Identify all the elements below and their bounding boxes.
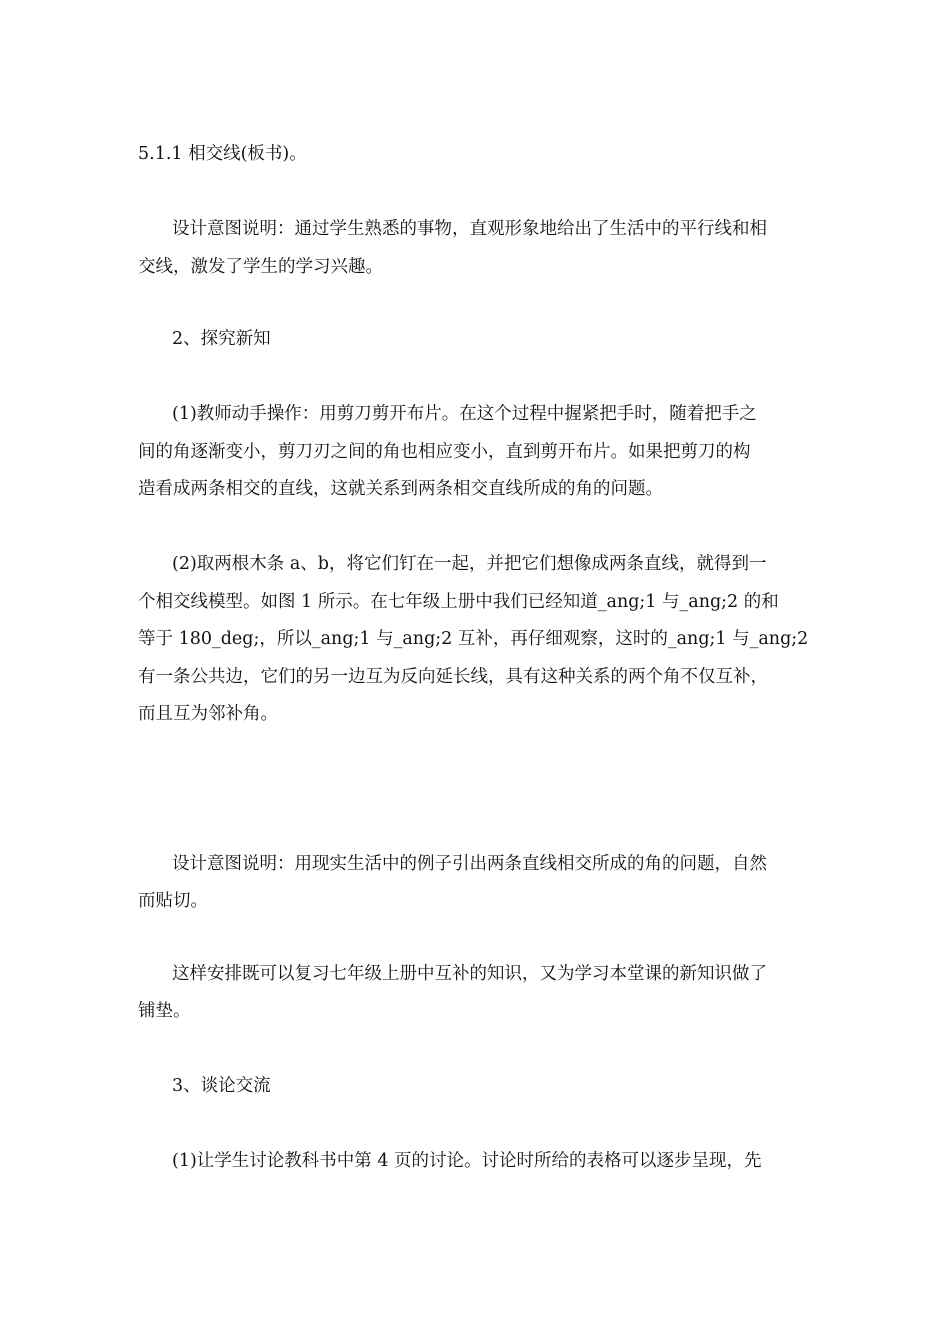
paragraph-discussion-line-1: (1)让学生讨论教科书中第 4 页的讨论。讨论时所给的表格可以逐步呈现，先 (172, 1151, 762, 1171)
paragraph-wood-strips-line-4: 有一条公共边，它们的另一边互为反向延长线，具有这种关系的两个角不仅互补， (138, 667, 768, 687)
section-heading-discussion: 3、谈论交流 (172, 1076, 271, 1096)
paragraph-wood-strips-line-2: 个相交线模型。如图 1 所示。在七年级上册中我们已经知道_ang;1 与_ang;2 的和 (138, 592, 779, 612)
paragraph-teacher-demo-line-3: 造看成两条相交的直线，这就关系到两条相交直线所成的角的问题。 (138, 479, 663, 499)
paragraph-arrangement-line-1: 这样安排既可以复习七年级上册中互补的知识，又为学习本堂课的新知识做了 (172, 964, 767, 984)
paragraph-teacher-demo-line-2: 间的角逐渐变小，剪刀刃之间的角也相应变小，直到剪开布片。如果把剪刀的构 (138, 442, 751, 462)
section-heading-5-1-1: 5.1.1 相交线(板书)。 (138, 144, 307, 164)
paragraph-design-intent-1-line-2: 交线，激发了学生的学习兴趣。 (138, 257, 383, 277)
paragraph-design-intent-2-line-2: 而贴切。 (138, 891, 208, 911)
section-heading-explore: 2、探究新知 (172, 329, 271, 349)
paragraph-wood-strips-line-3: 等于 180_deg;，所以_ang;1 与_ang;2 互补，再仔细观察，这时的_ang;1 与_ang;2 (138, 629, 809, 649)
paragraph-design-intent-1-line-1: 设计意图说明：通过学生熟悉的事物，直观形象地给出了生活中的平行线和相 (172, 219, 767, 239)
paragraph-arrangement-line-2: 铺垫。 (138, 1001, 191, 1021)
paragraph-teacher-demo-line-1: (1)教师动手操作：用剪刀剪开布片。在这个过程中握紧把手时，随着把手之 (172, 404, 757, 424)
paragraph-wood-strips-line-5: 而且互为邻补角。 (138, 704, 278, 724)
paragraph-design-intent-2-line-1: 设计意图说明：用现实生活中的例子引出两条直线相交所成的角的问题，自然 (172, 854, 767, 874)
paragraph-wood-strips-line-1: (2)取两根木条 a、b，将它们钉在一起，并把它们想像成两条直线，就得到一 (172, 554, 767, 574)
